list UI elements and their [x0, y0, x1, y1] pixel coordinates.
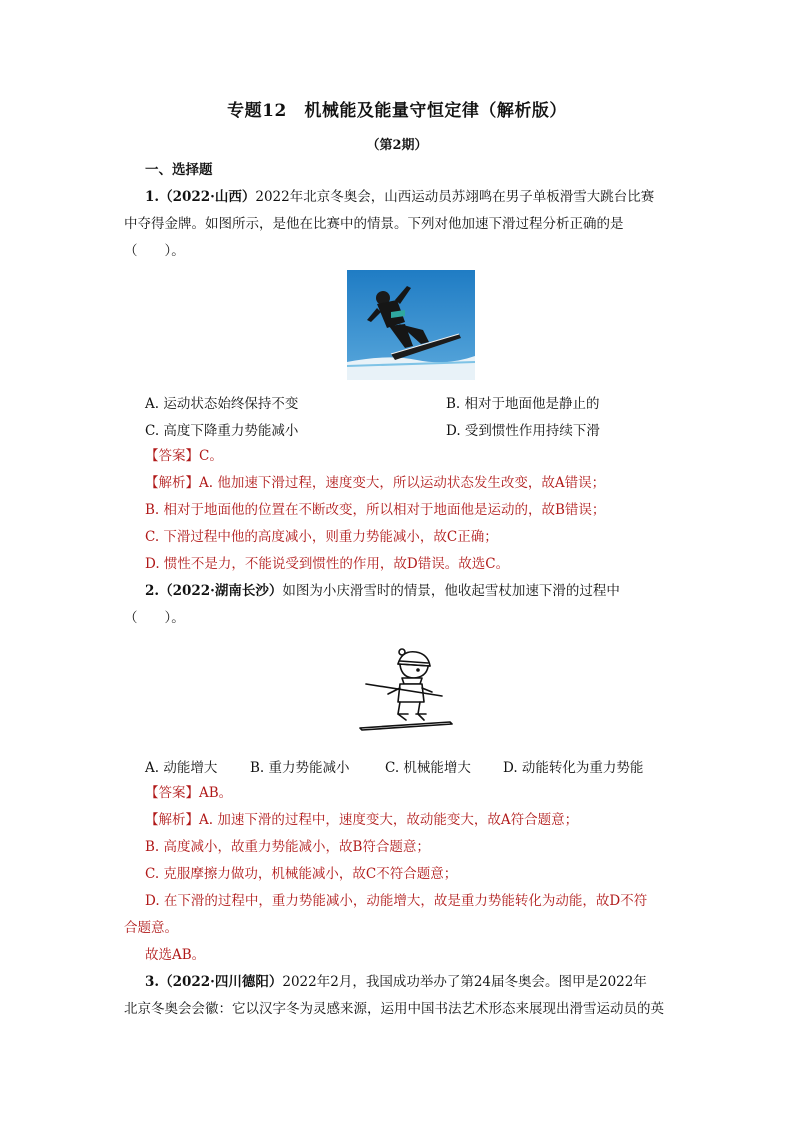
q1-stem1: 2022年北京冬奥会，山西运动员苏翊鸣在男子单板滑雪大跳台比赛: [255, 189, 655, 205]
q1-stem-line2: 中夺得金牌。如图所示，是他在比赛中的情景。下列对他加速下滑过程分析正确的是: [124, 216, 624, 232]
page-subtitle: （第2期）: [366, 138, 428, 153]
q3-stem-line1: [145, 972, 705, 992]
q2-option-a: A. 动能增大: [145, 760, 218, 776]
q2-analysis-line1: [145, 810, 705, 830]
q2-stem1: 如图为小庆滑雪时的情景，他收起雪杖加速下滑的过程中: [282, 583, 620, 599]
q1-analysis-d: D. 惯性不是力，不能说受到惯性的作用，故D错误。故选C。: [145, 556, 510, 572]
q1-blank: （ ）。: [124, 243, 185, 259]
q2-analysis-d: D. 在下滑的过程中，重力势能减小，动能增大，故是重力势能转化为动能，故D不符: [145, 893, 648, 909]
q1-analysis-line1: [145, 473, 705, 493]
q2-analysis-d-cont: 合题意。: [124, 920, 178, 936]
q2-answer: 【答案】AB。: [145, 785, 233, 801]
q2-analysis-c: C. 克服摩擦力做功，机械能减小，故C不符合题意；: [145, 866, 458, 882]
q3-stem-line2: 北京冬奥会会徽：它以汉字冬为灵感来源，运用中国书法艺术形态来展现出滑雪运动员的英: [124, 1001, 664, 1017]
q1-option-d: D. 受到惯性作用持续下滑: [446, 423, 600, 439]
q1-option-b: B. 相对于地面他是静止的: [446, 396, 600, 412]
q1-source: 1.（2022·山西）: [145, 189, 256, 205]
q3-source: 3.（2022·四川德阳）: [145, 974, 283, 990]
snowboarder-photo: [347, 270, 475, 380]
snowboarder-image: [347, 270, 475, 380]
q2-option-c: C. 机械能增大: [385, 760, 471, 776]
q1-answer: 【答案】C。: [145, 448, 223, 464]
q2-analysis-label: 【解析】: [145, 812, 199, 828]
q1-analysis-a: A. 他加速下滑过程，速度变大，所以运动状态发生改变，故A错误；: [199, 475, 606, 491]
q1-option-c: C. 高度下降重力势能减小: [145, 423, 299, 439]
q2-analysis-a: A. 加速下滑的过程中，速度变大，故动能变大，故A符合题意；: [199, 812, 579, 828]
q1-analysis-c: C. 下滑过程中他的高度减小，则重力势能减小，故C正确；: [145, 529, 498, 545]
section-heading: 一、选择题: [145, 162, 213, 178]
skier-drawing: [358, 644, 454, 734]
q3-stem1: 2022年2月，我国成功举办了第24届冬奥会。图甲是2022年: [282, 974, 647, 990]
q2-option-b: B. 重力势能减小: [250, 760, 350, 776]
skier-illustration: [358, 644, 454, 734]
q2-stem-line1: [145, 581, 705, 601]
q1-analysis-b: B. 相对于地面他的位置在不断改变，所以相对于地面他是运动的，故B错误；: [145, 502, 606, 518]
q1-analysis-label: 【解析】: [145, 475, 199, 491]
q1-option-a: A. 运动状态始终保持不变: [145, 396, 299, 412]
q2-analysis-b: B. 高度减小，故重力势能减小，故B符合题意；: [145, 839, 430, 855]
page-title: 专题12 机械能及能量守恒定律（解析版）: [227, 101, 567, 121]
q2-conclusion: 故选AB。: [145, 947, 206, 963]
q1-stem-line1: [145, 187, 705, 207]
q2-option-d: D. 动能转化为重力势能: [503, 760, 644, 776]
q2-blank: （ ）。: [124, 610, 185, 626]
q2-source: 2.（2022·湖南长沙）: [145, 583, 283, 599]
